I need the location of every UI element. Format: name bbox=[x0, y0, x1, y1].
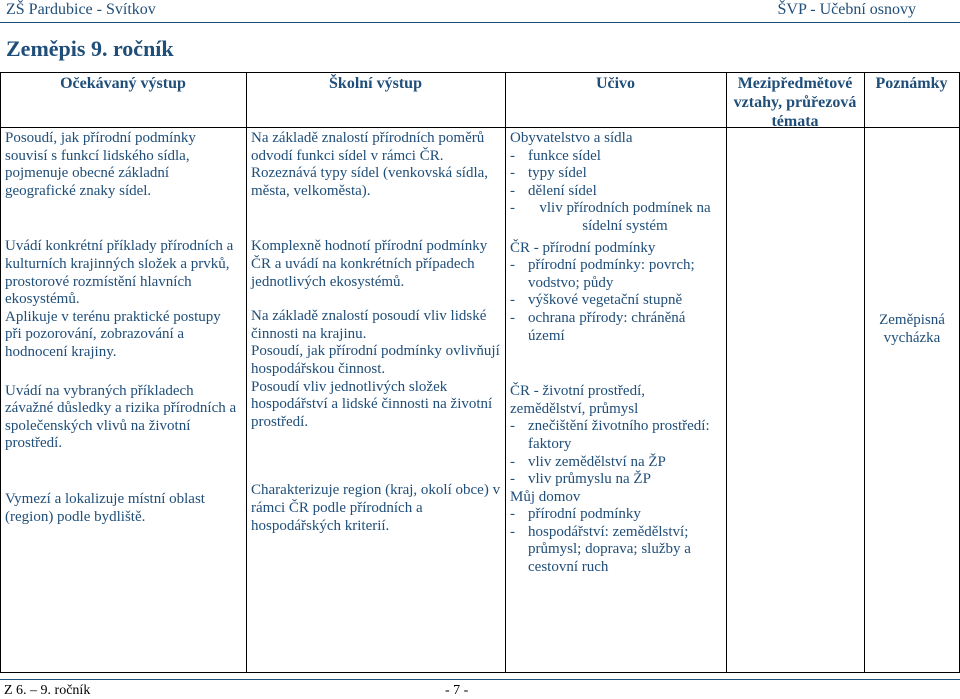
list-item: - ochrana přírody: chráněná území bbox=[510, 309, 686, 344]
table-top-border bbox=[0, 72, 960, 73]
column-divider bbox=[0, 72, 1, 672]
school-outcome-item: Posoudí, jak přírodní podmínky ovlivňují hospodářskou činnost. bbox=[251, 343, 500, 377]
column-divider bbox=[505, 72, 506, 672]
column-header-expected-outcome: Očekávaný výstup bbox=[60, 75, 186, 92]
school-outcome-item: Na základě znalostí přírodních poměrů odvodí funkci sídel v rámci ČR. Rozeznává typy sídel (venkovská sídla, města, velkoměsta). bbox=[251, 130, 489, 199]
school-outcome-item: Charakterizuje region (kraj, okolí obce) v rámci ČR podle přírodních a hospodářských kriterií. bbox=[251, 482, 501, 534]
footer-rule bbox=[0, 679, 960, 680]
column-header-notes: Poznámky bbox=[875, 75, 948, 92]
topic-heading: ČR - přírodní podmínky bbox=[510, 239, 656, 256]
list-item: - vliv přírodních podmínek na sídelní systém bbox=[510, 200, 711, 234]
school-outcome-item: Posoudí vliv jednotlivých složek hospodářství a lidské činnosti na životní prostředí. bbox=[251, 378, 493, 430]
list-item: - přírodní podmínky: povrch; vodstvo; půdy bbox=[510, 257, 695, 291]
header-rule bbox=[0, 22, 960, 23]
list-item: - přírodní podmínky bbox=[510, 506, 641, 523]
list-item: - typy sídel bbox=[510, 165, 587, 182]
note-field-trip: Zeměpisná vycházka bbox=[879, 312, 945, 346]
list-item: - vliv průmyslu na ŽP bbox=[510, 471, 651, 488]
topic-heading: Můj domov bbox=[510, 488, 581, 505]
list-item: - dělení sídel bbox=[510, 182, 597, 199]
list-item: - znečištění životního prostředí: faktory bbox=[510, 418, 710, 452]
column-header-school-outcome: Školní výstup bbox=[329, 75, 422, 92]
header-document: ŠVP - Učební osnovy bbox=[777, 1, 916, 18]
column-divider bbox=[246, 72, 247, 672]
expected-outcome-item: Aplikuje v terénu praktické postupy při pozorování, zobrazování a hodnocení krajiny. bbox=[5, 308, 221, 360]
expected-outcome-item: Posoudí, jak přírodní podmínky souvisí s funkcí lidského sídla, pojmenuje obecné základní geografické znaky sídel. bbox=[5, 130, 196, 199]
expected-outcome-item: Vymezí a lokalizuje místní oblast (region) podle bydliště. bbox=[5, 490, 205, 525]
expected-outcome-cell bbox=[5, 130, 241, 526]
list-item: - vliv zemědělství na ŽP bbox=[510, 453, 666, 470]
subject-matter-cell bbox=[510, 130, 722, 577]
header-school: ZŠ Pardubice - Svítkov bbox=[6, 1, 156, 18]
table-bottom-border bbox=[0, 672, 960, 673]
school-outcome-cell bbox=[251, 130, 501, 535]
list-item: - hospodářství: zemědělství; průmysl; doprava; služby a cestovní ruch bbox=[510, 523, 691, 576]
topic-heading: ČR - životní prostředí, zemědělství, průmysl bbox=[510, 383, 645, 417]
list-item: - výškové vegetační stupně bbox=[510, 292, 683, 309]
list-item: - funkce sídel bbox=[510, 147, 601, 164]
footer-grades: Z 6. – 9. ročník bbox=[4, 683, 91, 698]
page-title: Zeměpis 9. ročník bbox=[6, 36, 174, 61]
school-outcome-item: Komplexně hodnotí přírodní podmínky ČR a uvádí na konkrétních případech jednotlivých ekosystémů. bbox=[251, 238, 488, 290]
expected-outcome-item: Uvádí konkrétní příklady přírodních a kulturních krajinných složek a prvků, prostorové rozmístění hlavních ekosystémů. bbox=[5, 238, 234, 308]
column-header-subject-matter: Učivo bbox=[595, 75, 636, 92]
topic-heading: Obyvatelstvo a sídla bbox=[510, 130, 633, 146]
column-divider bbox=[864, 72, 865, 672]
column-divider bbox=[726, 72, 727, 672]
footer-page-number: - 7 - bbox=[445, 683, 469, 698]
expected-outcome-item: Uvádí na vybraných příkladech závažné důsledky a rizika přírodních a společenských vlivů na životní prostředí. bbox=[5, 382, 237, 452]
school-outcome-item: Na základě znalostí posoudí vliv lidské činnosti na krajinu. bbox=[251, 308, 487, 342]
column-header-cross-curricular: Mezipředmětové vztahy, průřezová témata bbox=[733, 75, 857, 130]
